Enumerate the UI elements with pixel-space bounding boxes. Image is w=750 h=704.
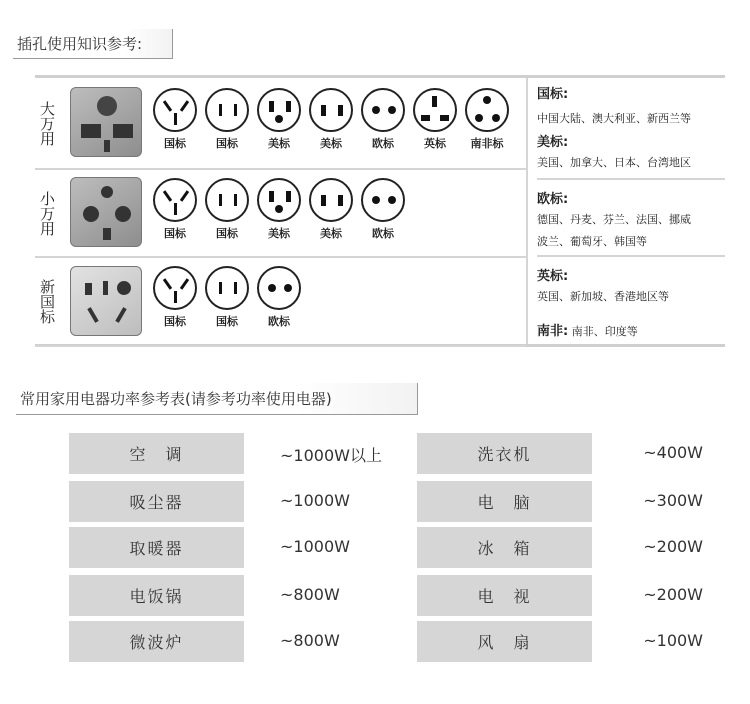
appliance-power-value: ~200W xyxy=(643,537,703,556)
plug-us3-icon xyxy=(257,178,301,241)
info-eu-text-2: 波兰、葡萄牙、韩国等 xyxy=(537,235,647,248)
plug-face xyxy=(309,88,353,132)
appliance-name: 冰 箱 xyxy=(417,527,592,568)
plug-pin xyxy=(492,114,500,122)
category-label: 小万用 xyxy=(38,190,56,236)
plug-pin xyxy=(275,205,283,213)
plug-pin xyxy=(432,96,437,107)
plug-pin xyxy=(163,278,172,290)
info-cn xyxy=(537,83,691,130)
plug-pin xyxy=(180,100,189,112)
plug-face xyxy=(361,88,405,132)
plug-pin xyxy=(286,191,291,202)
plug-face xyxy=(257,88,301,132)
category-label: 新国标 xyxy=(38,279,56,324)
plug-label: 国标 xyxy=(164,137,186,150)
plug-sa-icon xyxy=(465,88,509,151)
plug-face xyxy=(361,178,405,222)
plug-cn3-icon xyxy=(153,88,197,151)
info-eu-title: 欧标: xyxy=(537,192,569,207)
plug-pin xyxy=(268,284,276,292)
socket-table xyxy=(35,75,725,347)
plug-pin xyxy=(475,114,483,122)
plug-pin xyxy=(483,96,491,104)
plug-label: 美标 xyxy=(320,227,342,240)
plug-label: 国标 xyxy=(164,315,186,328)
plug-label: 美标 xyxy=(268,137,290,150)
plug-label: 国标 xyxy=(216,315,238,328)
plug-face xyxy=(257,178,301,222)
appliance-name: 风 扇 xyxy=(417,621,592,662)
plug-cn3-icon xyxy=(153,178,197,241)
plug-pin xyxy=(219,104,222,116)
plug-eu-icon xyxy=(361,178,405,241)
info-eu xyxy=(537,178,725,253)
plug-pin xyxy=(286,101,291,112)
info-uk-text: 英国、新加坡、香港地区等 xyxy=(537,290,669,303)
plug-pin xyxy=(321,195,326,206)
appliance-name: 吸尘器 xyxy=(69,481,244,522)
plug-pin xyxy=(372,196,380,204)
plug-pin xyxy=(163,190,172,202)
plug-cn3-icon xyxy=(153,266,197,329)
plug-label: 国标 xyxy=(216,137,238,150)
plug-pin xyxy=(388,106,396,114)
plug-label: 欧标 xyxy=(372,227,394,240)
plug-face xyxy=(153,178,197,222)
plug-face xyxy=(205,88,249,132)
plug-pin xyxy=(163,100,172,112)
info-sa-text: 南非、印度等 xyxy=(571,325,638,338)
plug-pin xyxy=(234,104,237,116)
info-uk-title: 英标: xyxy=(537,269,569,284)
plug-label: 南非标 xyxy=(470,137,504,150)
plug-cn2-icon xyxy=(205,178,249,241)
plug-pin xyxy=(219,282,222,294)
plug-us2-icon xyxy=(309,88,353,151)
section-title-power-table: 常用家用电器功率参考表(请参考功率使用电器) xyxy=(16,383,418,415)
appliance-name: 电 视 xyxy=(417,575,592,616)
plug-face xyxy=(413,88,457,132)
plug-pin xyxy=(372,106,380,114)
appliance-power-value: ~100W xyxy=(643,631,703,650)
info-cn-text: 中国大陆、澳大利亚、新西兰等 xyxy=(537,112,691,125)
appliance-power-value: ~300W xyxy=(643,491,703,510)
plug-pin xyxy=(180,190,189,202)
plug-pin xyxy=(174,203,177,215)
appliance-power-value: ~800W xyxy=(280,631,340,650)
info-us xyxy=(537,131,691,174)
universal-large-socket-image xyxy=(70,87,142,157)
plug-face xyxy=(205,266,249,310)
plug-cn2-icon xyxy=(205,266,249,329)
plug-pin xyxy=(180,278,189,290)
plug-face xyxy=(153,88,197,132)
appliance-power-value: ~200W xyxy=(643,585,703,604)
appliance-name: 洗衣机 xyxy=(417,433,592,474)
plug-uk-icon xyxy=(413,88,457,151)
plug-pin xyxy=(174,113,177,125)
appliance-power-value: ~1000W xyxy=(280,537,350,556)
info-us-title: 美标: xyxy=(537,135,569,150)
category-label: 大万用 xyxy=(38,100,56,146)
plug-label: 欧标 xyxy=(268,315,290,328)
plug-pin xyxy=(275,115,283,123)
plug-pin xyxy=(321,105,326,116)
info-sa-title: 南非: xyxy=(537,324,569,339)
plug-eu-icon xyxy=(257,266,301,329)
plug-us2-icon xyxy=(309,178,353,241)
socket-row-new-national xyxy=(35,258,526,347)
plug-pin xyxy=(269,101,274,112)
new-national-socket-image xyxy=(70,266,142,336)
appliance-name: 微波炉 xyxy=(69,621,244,662)
appliance-name: 电饭锅 xyxy=(69,575,244,616)
plug-face xyxy=(465,88,509,132)
socket-row-universal-large xyxy=(35,78,526,170)
plug-pin xyxy=(269,191,274,202)
plug-pin xyxy=(174,291,177,303)
plug-pin xyxy=(421,115,430,121)
appliance-name: 取暖器 xyxy=(69,527,244,568)
appliance-power-value: ~1000W以上 xyxy=(280,446,382,465)
appliance-name: 电 脑 xyxy=(417,481,592,522)
plug-pin xyxy=(338,105,343,116)
plug-label: 美标 xyxy=(320,137,342,150)
plug-cn2-icon xyxy=(205,88,249,151)
universal-small-socket-image xyxy=(70,177,142,247)
plug-label: 欧标 xyxy=(372,137,394,150)
plug-face xyxy=(257,266,301,310)
appliance-power-value: ~400W xyxy=(643,443,703,462)
info-eu-text-1: 德国、丹麦、芬兰、法国、挪威 xyxy=(537,213,691,226)
plug-face xyxy=(309,178,353,222)
appliance-name: 空 调 xyxy=(69,433,244,474)
plug-pin xyxy=(219,194,222,206)
info-uk xyxy=(537,255,725,308)
plug-eu-icon xyxy=(361,88,405,151)
plug-pin xyxy=(234,282,237,294)
appliance-power-value: ~800W xyxy=(280,585,340,604)
table-divider xyxy=(526,78,528,344)
plug-face xyxy=(205,178,249,222)
plug-pin xyxy=(388,196,396,204)
section-title-socket-guide: 插孔使用知识参考: xyxy=(13,29,173,59)
plug-label: 美标 xyxy=(268,227,290,240)
plug-pin xyxy=(284,284,292,292)
appliance-power-value: ~1000W xyxy=(280,491,350,510)
plug-label: 国标 xyxy=(216,227,238,240)
plug-label: 国标 xyxy=(164,227,186,240)
plug-label: 英标 xyxy=(424,137,446,150)
socket-row-universal-small xyxy=(35,170,526,258)
plug-face xyxy=(153,266,197,310)
plug-pin xyxy=(440,115,449,121)
info-sa xyxy=(537,320,638,339)
plug-pin xyxy=(234,194,237,206)
info-cn-title: 国标: xyxy=(537,87,569,102)
plug-us3-icon xyxy=(257,88,301,151)
plug-pin xyxy=(338,195,343,206)
info-us-text: 美国、加拿大、日本、台湾地区 xyxy=(537,156,691,169)
